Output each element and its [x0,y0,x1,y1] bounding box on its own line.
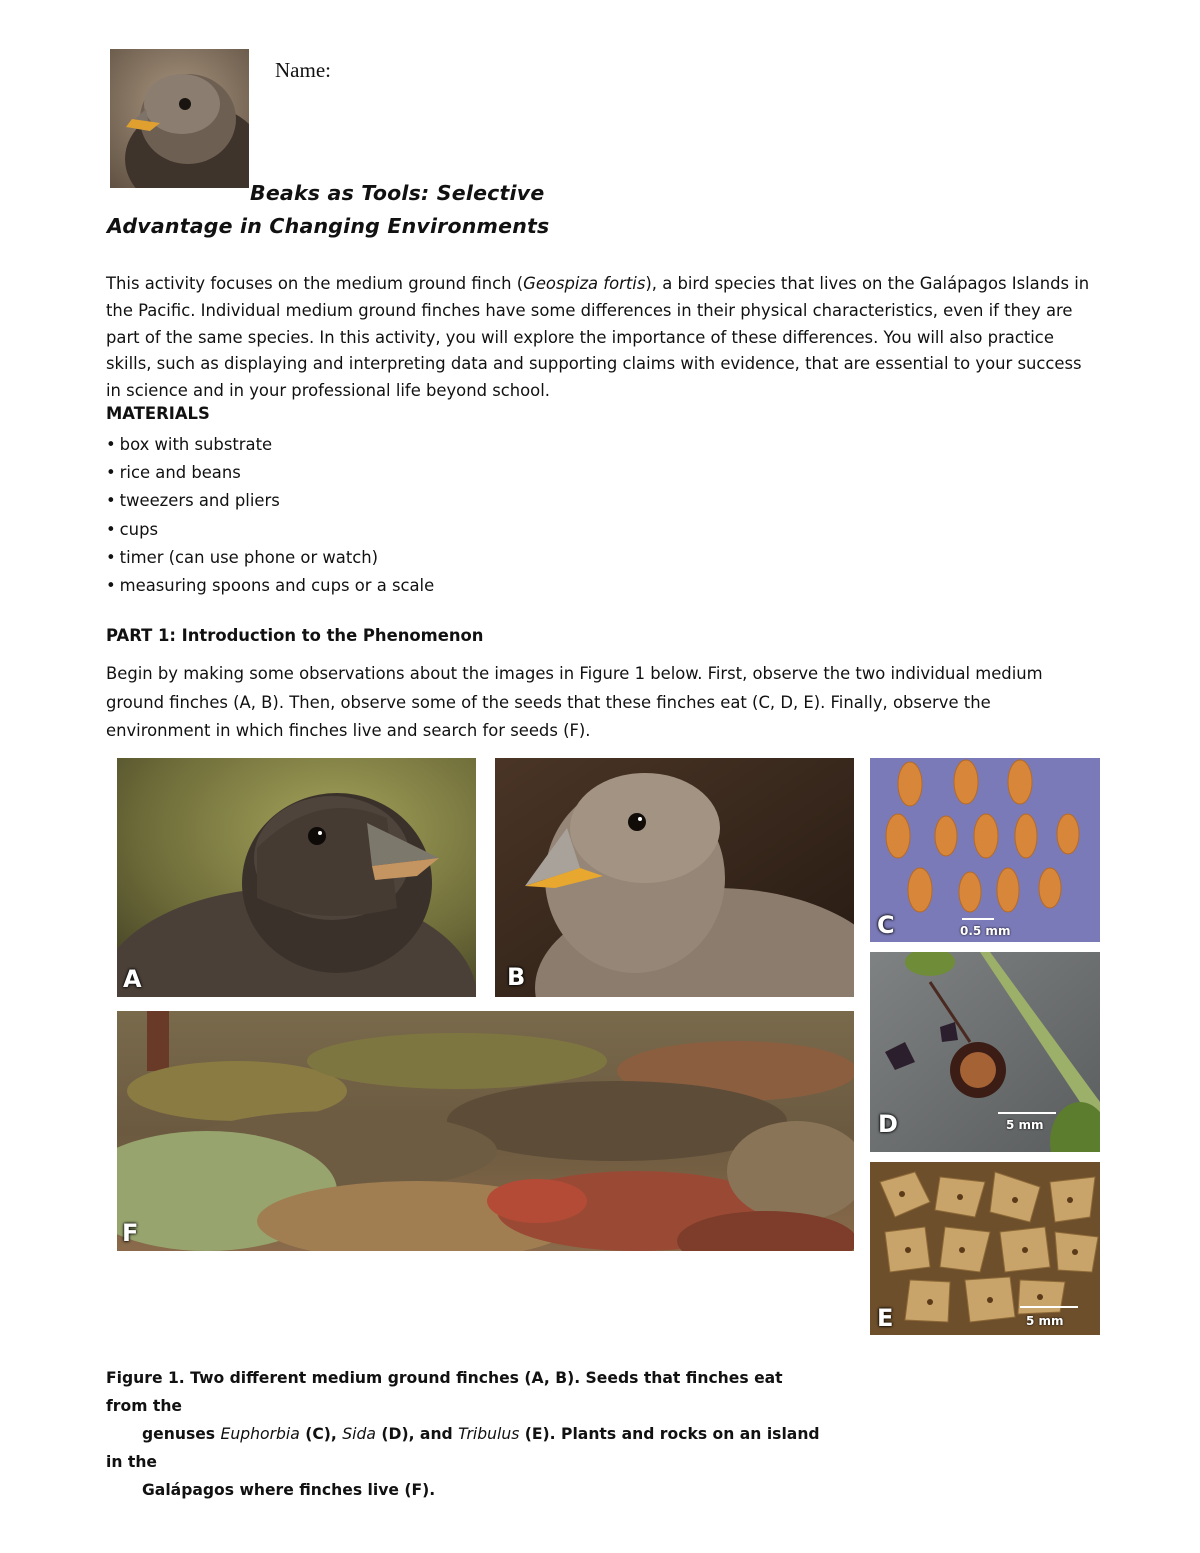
scale-label-e: 5 mm [1026,1314,1064,1328]
panel-label-f: F [122,1219,139,1247]
figure-panel-d [870,952,1100,1152]
panel-label-a: A [123,965,142,993]
finch-thumbnail [110,49,249,188]
part1-paragraph: Begin by making some observations about the images in Figure 1 below. First, observe the two individual medium ground finches (A, B). Then, observe some of the seeds that these finches eat (C, D, E). Finally, observe the environment in which finches live and search for seeds (F). [106,664,1043,741]
figure-caption: Figure 1. Two different medium ground finches (A, B). Seeds that finches eat from the genuses Euphorbia (C), Sida (D), and Tribulus (E). Plants and rocks on an island in the Galápagos where finches live (F). [106,1369,820,1499]
figure-panel-e [870,1162,1100,1335]
scale-bar-c [962,918,994,920]
list-item: • measuring spoons and cups or a scale [106,573,434,601]
figure-panel-c [870,758,1100,942]
list-item: • timer (can use phone or watch) [106,545,434,573]
scale-label-d: 5 mm [1006,1118,1044,1132]
title-line-1: Beaks as Tools: Selective [250,181,545,205]
panel-label-e: E [877,1304,894,1332]
scale-bar-e [1020,1306,1078,1308]
name-field-label: Name: [275,58,331,82]
panel-label-c: C [877,911,895,939]
materials-list [106,432,434,601]
list-item: • box with substrate [106,432,434,460]
panel-label-d: D [878,1110,898,1138]
intro-paragraph: This activity focuses on the medium ground finch (Geospiza fortis), a bird species that lives on the Galápagos Islands in the Pacific. Individual medium ground finches have some differences in their physical characteristics, even if they are part of the same species. In this activity, you will explore the importance of these differences. You will also practice skills, such as displaying and interpreting data and supporting claims with evidence, that are essential to your success in science and in your professional life beyond school. [106,274,1090,401]
scale-bar-d [998,1112,1056,1114]
materials-heading: MATERIALS [106,404,210,423]
figure-panel-b [495,758,854,997]
title-line-2: Advantage in Changing Environments [107,214,550,238]
list-item: • cups [106,517,434,545]
figure-panel-f [117,1011,854,1251]
panel-label-b: B [507,963,526,991]
figure-panel-a [117,758,476,997]
part1-heading: PART 1: Introduction to the Phenomenon [106,626,484,645]
scale-label-c: 0.5 mm [960,924,1011,938]
list-item: • rice and beans [106,460,434,488]
list-item: • tweezers and pliers [106,488,434,516]
species-name: Geospiza fortis [523,274,646,293]
